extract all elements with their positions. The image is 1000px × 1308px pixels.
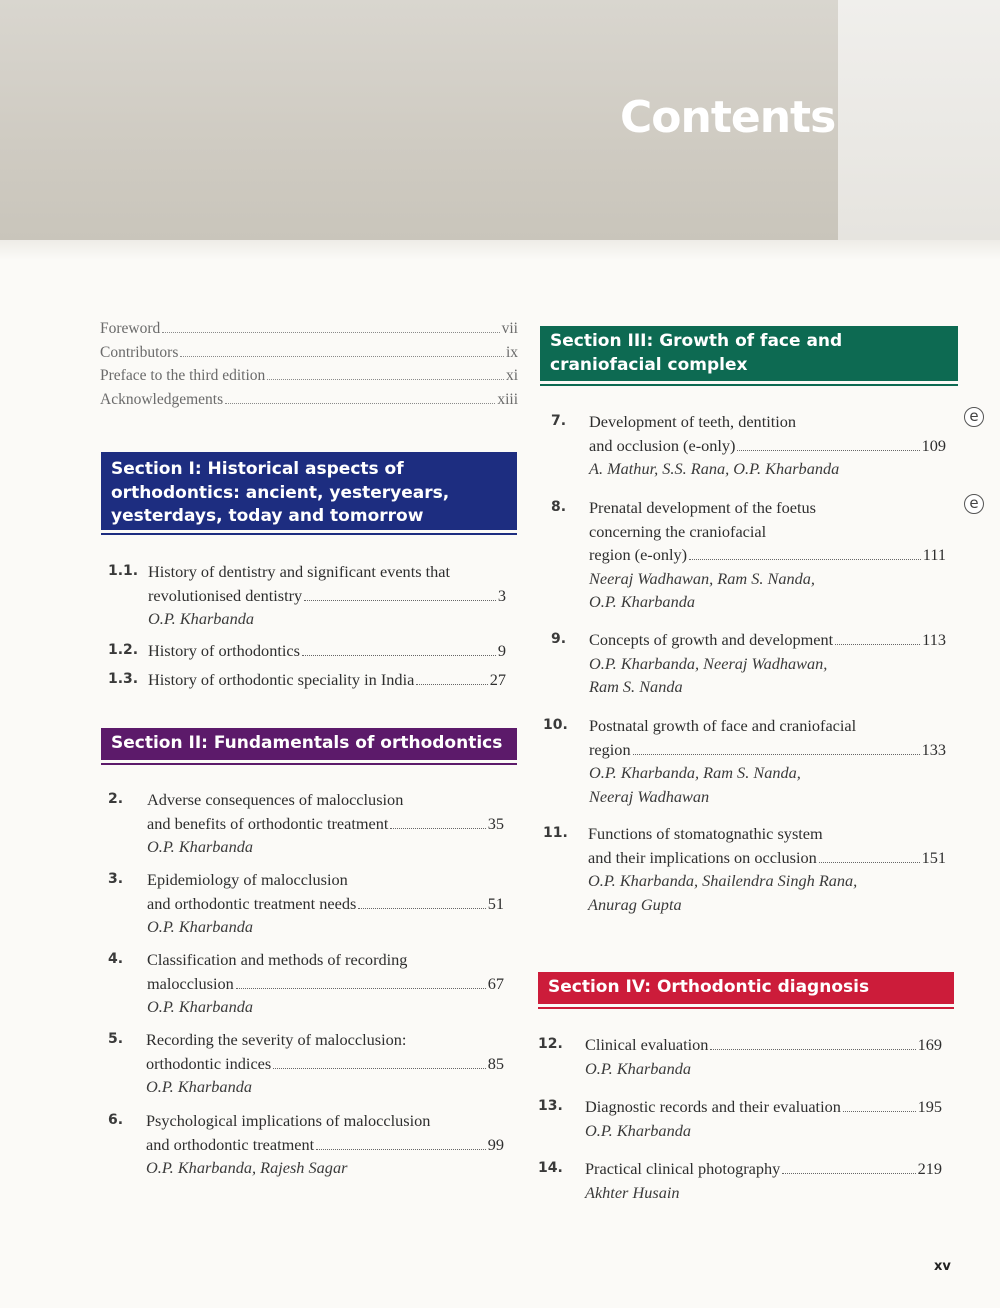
chapter-title-text: Concepts of growth and development [589,630,834,649]
dot-leader [390,828,485,829]
dot-leader [689,559,921,560]
prelim-label: Preface to the third edition [100,367,266,384]
dot-leader [273,1068,485,1069]
chapter-authors: Neeraj Wadhawan, Ram S. Nanda, [589,568,815,588]
chapter-page: 27 [489,670,506,689]
dot-leader [710,1049,915,1050]
chapter-authors: O.P. Kharbanda [585,1058,691,1078]
chapter-authors: O.P. Kharbanda, Ram S. Nanda, [589,763,801,782]
chapter-title-line: Functions of stomatognathic system [588,824,823,843]
chapter-authors: O.P. Kharbanda [147,917,253,936]
chapter-authors: O.P. Kharbanda, Neeraj Wadhawan, [589,653,828,673]
chapter-title-text: and orthodontic treatment needs [147,893,357,913]
section-title-line: Section II: Fundamentals of orthodontics [111,733,503,753]
chapter-authors: O.P. Kharbanda, Rajesh Sagar [146,1158,348,1177]
prelim-page: xiii [497,390,518,408]
chapter-title-line: concerning the craniofacial [589,521,767,541]
prelim-label: Foreword [100,320,161,337]
chapter-number: 6. [108,1112,124,1128]
prelim-label: Acknowledgements [100,390,224,408]
chapter-page: 113 [922,630,946,649]
chapter-title-text: History of orthodontics [148,641,300,660]
chapter-title-text: and benefits of orthodontic treatment [147,813,389,833]
section-3-rule [540,384,958,386]
dot-leader [819,862,920,863]
chapter-title-line: Psychological implications of malocclusion [146,1111,431,1130]
chapter-title-text: malocclusion [147,973,234,993]
e-only-icon[interactable]: e [964,494,984,514]
chapter-authors: O.P. Kharbanda [146,1077,252,1096]
chapter-authors: O.P. Kharbanda [148,609,254,628]
chapter-title-text: and orthodontic treatment [146,1134,315,1154]
section-4-header [538,972,954,1004]
prelim-row[interactable] [100,391,518,415]
chapter-page: 85 [487,1053,504,1073]
chapter-authors: O.P. Kharbanda [585,1120,691,1140]
section-1-rule [101,533,517,535]
chapter-number: 11. [543,825,568,841]
chapter-title-last [147,812,504,836]
prelim-page: xi [505,367,518,384]
chapter-title-last [148,639,506,663]
chapter-title-line: Adverse consequences of malocclusion [147,790,404,809]
chapter-number: 14. [538,1160,563,1176]
chapter-title-last [585,1033,942,1057]
chapter-number: 3. [108,871,124,887]
chapter-title-text: History of orthodontic speciality in India [148,670,415,689]
chapter-page: 3 [497,585,506,605]
chapter-number: 1.1. [108,563,139,579]
prelim-label: Contributors [100,343,179,361]
section-title-line: Section III: Growth of face and [550,331,843,351]
page-title: Contents [620,92,836,143]
dot-leader [358,908,485,909]
chapter-title-text: Diagnostic records and their evaluation [585,1097,841,1116]
chapter-page: 111 [922,545,946,564]
chapter-authors: Neeraj Wadhawan [589,786,710,806]
chapter-title-last [585,1157,942,1181]
chapter-authors: A. Mathur, S.S. Rana, O.P. Kharbanda [589,459,840,478]
chapter-title-last [146,1052,504,1076]
chapter-number: 10. [543,717,568,733]
chapter-authors: O.P. Kharbanda [589,592,695,611]
page-number: xv [934,1259,951,1274]
dot-leader [267,379,504,380]
chapter-title-last [589,434,946,458]
section-title-line: Section I: Historical aspects of [111,459,404,479]
chapter-title-line: Classification and methods of recording [147,950,408,969]
chapter-title-last [146,1133,504,1157]
chapter-number: 13. [538,1098,563,1114]
chapter-authors: O.P. Kharbanda [147,837,253,856]
chapter-title-line: Prenatal development of the foetus [589,498,816,517]
chapter-page: 195 [917,1097,942,1116]
prelim-row[interactable] [100,320,518,344]
chapter-title-line: Epidemiology of malocclusion [147,870,348,889]
section-2-header [101,728,517,760]
chapter-page: 109 [921,435,946,455]
chapter-title-last [585,1095,942,1119]
prelim-row[interactable] [100,367,518,391]
prelim-page: ix [505,343,518,361]
chapter-title-line: Development of teeth, dentition [589,412,797,431]
chapter-title-text: region (e-only) [589,545,688,564]
chapter-title-last [589,628,946,652]
chapter-page: 9 [497,641,506,660]
dot-leader [843,1111,916,1112]
dot-leader [304,600,496,601]
chapter-page: 151 [921,847,946,867]
section-1-header [101,452,517,530]
chapter-number: 9. [551,631,567,647]
chapter-page: 133 [921,739,946,759]
dot-leader [236,988,486,989]
dot-leader [782,1173,915,1174]
chapter-page: 67 [487,973,504,993]
prelim-row[interactable] [100,344,518,368]
banner-shadow [0,240,1000,260]
chapter-authors: Ram S. Nanda [589,677,683,696]
dot-leader [302,655,496,656]
chapter-title-last [588,846,946,870]
chapter-page: 51 [487,893,504,913]
prelims-list [100,320,518,414]
dot-leader [162,332,499,333]
section-title-line: orthodontics: ancient, yesteryears, [111,482,450,503]
chapter-title-text: revolutionised dentistry [148,585,303,605]
chapter-title-last [147,892,504,916]
chapter-authors: Akhter Husain [585,1182,680,1202]
chapter-title-text: Practical clinical photography [585,1159,781,1178]
chapter-number: 12. [538,1036,563,1052]
chapter-title-last [148,668,506,692]
chapter-page: 219 [917,1159,942,1178]
chapter-title-text: Clinical evaluation [585,1035,709,1054]
chapter-title-last [589,738,946,762]
chapter-title-last [148,584,506,608]
chapter-title-text: region [589,739,631,759]
chapter-title-last [147,972,504,996]
chapter-number: 5. [108,1031,124,1047]
e-only-icon[interactable]: e [964,407,984,427]
chapter-number: 1.2. [108,642,139,658]
dot-leader [316,1149,486,1150]
dot-leader [835,644,920,645]
chapter-page: 169 [917,1035,942,1054]
chapter-authors: O.P. Kharbanda, Shailendra Singh Rana, [588,871,858,890]
dot-leader [416,684,487,685]
chapter-number: 1.3. [108,671,139,687]
section-2-rule [101,763,517,765]
chapter-title-line: Postnatal growth of face and craniofacial [589,716,857,735]
chapter-title-text: and their implications on occlusion [588,847,817,867]
chapter-page: 99 [487,1134,504,1154]
section-title-line: Section IV: Orthodontic diagnosis [548,977,870,997]
section-title-line: craniofacial complex [550,354,748,375]
chapter-authors: O.P. Kharbanda [147,997,253,1016]
chapter-title-line: History of dentistry and significant events that [148,562,451,581]
dot-leader [180,356,504,357]
chapter-title-line: Recording the severity of malocclusion: [146,1030,407,1049]
section-3-header [540,326,958,381]
header-banner-light-panel [838,0,1000,240]
dot-leader [633,754,920,755]
chapter-page: 35 [487,813,504,833]
chapter-title-text: and occlusion (e-only) [589,435,736,455]
chapter-number: 4. [108,951,124,967]
chapter-title-text: orthodontic indices [146,1053,272,1073]
chapter-number: 7. [551,413,567,429]
section-title-line: yesterdays, today and tomorrow [111,506,424,526]
chapter-title-last [589,543,946,567]
chapter-number: 2. [108,791,124,807]
chapter-authors: Anurag Gupta [588,894,682,914]
section-4-rule [538,1007,954,1009]
prelim-page: vii [501,320,518,337]
dot-leader [737,450,919,451]
dot-leader [225,403,495,404]
chapter-number: 8. [551,499,567,515]
